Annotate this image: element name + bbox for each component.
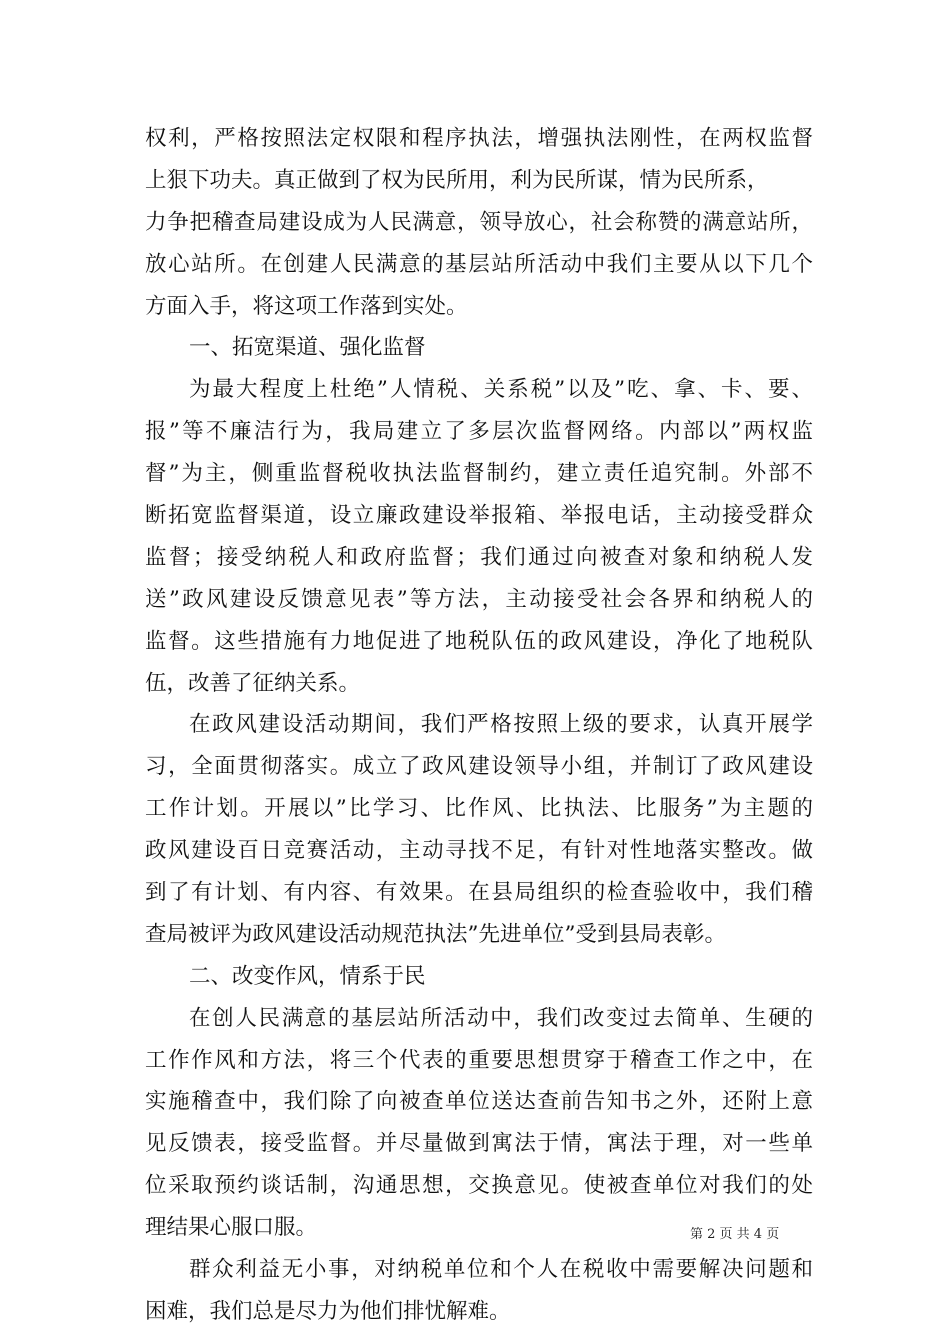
text-line: 力争把稽查局建设成为人民满意，领导放心，社会称赞的满意站所， — [145, 209, 813, 235]
text-line: 为最大程度上杜绝”人情税、关系税”以及”吃、拿、卡、要、 — [189, 377, 813, 403]
text-line: 工作作风和方法，将三个代表的重要思想贯穿于稽查工作之中，在 — [145, 1047, 813, 1073]
text-line: 报”等不廉洁行为，我局建立了多层次监督网络。内部以”两权监 — [145, 419, 813, 445]
text-line: 群众利益无小事，对纳税单位和个人在税收中需要解决问题和 — [189, 1257, 813, 1283]
text-line: 工作计划。开展以”比学习、比作风、比执法、比服务”为主题的 — [145, 796, 813, 822]
text-line: 在创人民满意的基层站所活动中，我们改变过去简单、生硬的 — [189, 1005, 813, 1031]
text-line: 放心站所。在创建人民满意的基层站所活动中我们主要从以下几个 — [145, 251, 813, 277]
text-line: 权利，严格按照法定权限和程序执法，增强执法刚性，在两权监督 — [145, 126, 813, 151]
text-line: 位采取预约谈话制，沟通思想，交换意见。使被查单位对我们的处 — [145, 1173, 813, 1199]
text-line: 监督；接受纳税人和政府监督；我们通过向被查对象和纳税人发 — [145, 544, 813, 570]
text-line: 断拓宽监督渠道，设立廉政建设举报箱、举报电话，主动接受群众 — [145, 503, 813, 529]
text-line: 理结果心服口服。 — [145, 1215, 318, 1241]
text-line: 监督。这些措施有力地促进了地税队伍的政风建设，净化了地税队 — [145, 628, 813, 654]
page-number-footer: 第 2 页 共 4 页 — [690, 1227, 780, 1242]
text-line: 见反馈表，接受监督。并尽量做到寓法于情，寓法于理，对一些单 — [145, 1131, 813, 1157]
text-line: 方面入手，将这项工作落到实处。 — [145, 293, 468, 319]
text-line: 二、改变作风，情系于民 — [189, 963, 426, 989]
text-line: 伍，改善了征纳关系。 — [145, 670, 361, 696]
text-line: 督”为主，侧重监督税收执法监督制约，建立责任追究制。外部不 — [145, 461, 813, 487]
text-line: 上狠下功夫。真正做到了权为民所用，利为民所谋，情为民所系， — [145, 167, 769, 193]
text-line: 政风建设百日竞赛活动，主动寻找不足，有针对性地落实整改。做 — [145, 838, 813, 864]
text-line: 查局被评为政风建设活动规范执法”先进单位”受到县局表彰。 — [145, 921, 726, 947]
text-line: 习，全面贯彻落实。成立了政风建设领导小组，并制订了政风建设 — [145, 754, 813, 780]
document-body — [145, 118, 813, 1333]
text-line: 实施稽查中，我们除了向被查单位送达查前告知书之外，还附上意 — [145, 1089, 813, 1115]
text-line: 困难，我们总是尽力为他们排忧解难。 — [145, 1298, 511, 1324]
text-line: 到了有计划、有内容、有效果。在县局组织的检查验收中，我们稽 — [145, 880, 813, 906]
text-line: 一、拓宽渠道、强化监督 — [189, 335, 426, 361]
text-line: 送”政风建设反馈意见表”等方法，主动接受社会各界和纳税人的 — [145, 586, 813, 612]
text-line: 在政风建设活动期间，我们严格按照上级的要求，认真开展学 — [189, 712, 813, 738]
